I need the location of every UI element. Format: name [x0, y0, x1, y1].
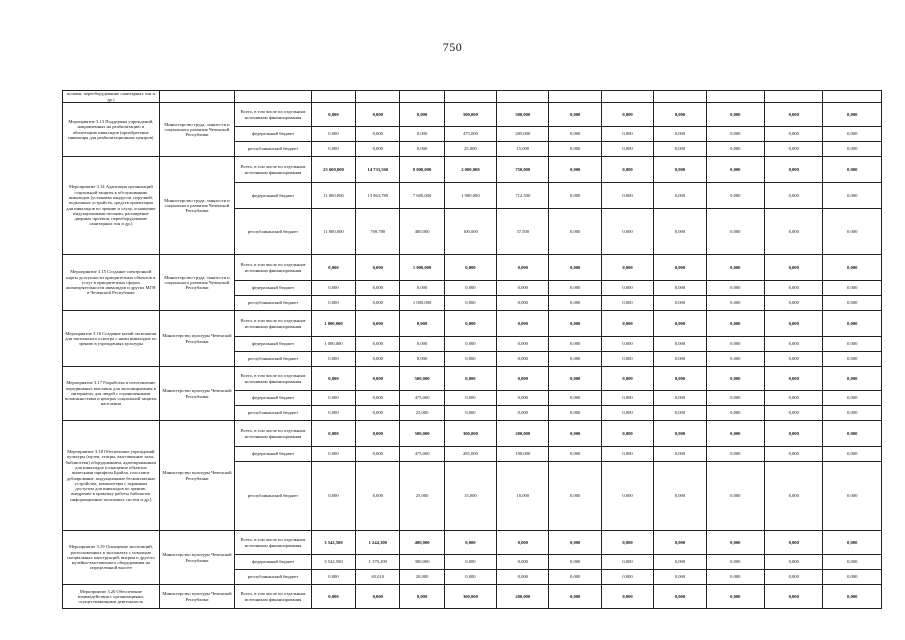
amount-cell: 0,000 [400, 352, 444, 367]
executor-cell: Министерство культуры Чеченской Республики [159, 531, 235, 585]
amount-cell: 0,000 [549, 447, 601, 462]
amount-cell: 10,000 [497, 462, 549, 531]
amount-cell: 0,000 [765, 281, 823, 296]
amount-cell: 0,000 [706, 157, 764, 183]
amount-cell: 500,000 [400, 421, 444, 447]
amount-cell: 0,000 [311, 406, 355, 421]
amount-cell: 0,000 [549, 570, 601, 585]
amount-cell: 0,000 [444, 391, 496, 406]
amount-cell: 0,000 [601, 281, 653, 296]
amount-cell: 0,000 [765, 157, 823, 183]
event-cell: Мероприятие 3.13 Поддержка учреждений, направленных на реабилитацию и абилитацию инвалидов (приобретение инвентаря для реабилитационных центров) [63, 103, 160, 157]
event-cell: Мероприятие 3.19 Оснащение экспозиций, расположенных в экспонатах с помощью специальных конструкций, витрин и другого музейно-выставочного оборудования на определенной высоте [63, 531, 160, 585]
amount-cell: 0,000 [706, 555, 764, 570]
amount-cell: 0,000 [601, 157, 653, 183]
amount-cell: 0,000 [400, 585, 444, 609]
amount-cell: 0,000 [706, 585, 764, 609]
amount-cell: 0,000 [823, 127, 882, 142]
amount-cell: 0,000 [356, 447, 400, 462]
event-cell: Мероприятие 3.20 Обеспечение взаимодействия с организациями, осуществляющими деятельность [63, 585, 160, 609]
amount-cell: 0,000 [765, 555, 823, 570]
amount-cell: 0,000 [549, 281, 601, 296]
amount-cell: 0,000 [765, 570, 823, 585]
amount-cell: 285,000 [444, 447, 496, 462]
amount-cell: 0,000 [400, 311, 444, 337]
funding-source-cell: Всего, в том числе по отдельным источникам финансирования [235, 255, 312, 281]
amount-cell: 300,000 [444, 585, 496, 609]
amount-cell: 0,000 [601, 183, 653, 209]
amount-cell: 0,000 [601, 570, 653, 585]
amount-cell: 0,000 [549, 406, 601, 421]
table-row [63, 367, 882, 391]
amount-cell: 0,000 [549, 337, 601, 352]
amount-cell: 0,000 [356, 337, 400, 352]
amount-cell: 0,000 [497, 531, 549, 555]
event-cell: Мероприятие 3.18 Обеспечение учреждений культуры (музеи, театры, выставочные залы, библиотеки) оборудованием, адаптированным для инвалидов (оснащение объектов вывесками шрифтом Брайля, голосовое дублирование, индукционные бесконтактные устройства, компьютеры с экранным доступом для инвалидов по зрению, внедрение в практику работы библиотек информационно-поисковых систем и др.) [63, 421, 160, 531]
amount-cell: 0,000 [765, 367, 823, 391]
amount-cell: 0,000 [497, 352, 549, 367]
amount-cell: 15,000 [497, 142, 549, 157]
event-cell: Мероприятие 3.15 Создание электронной карты доступности приоритетных объектов и услуг в приоритетных сферах жизнедеятельности инвалидов и других МГН в Чеченской Республике [63, 255, 160, 311]
executor-cell [159, 91, 235, 103]
amount-cell: 1 000,000 [311, 337, 355, 352]
amount-cell: 0,000 [497, 337, 549, 352]
amount-cell: 0,000 [444, 296, 496, 311]
amount-cell: 0,000 [706, 296, 764, 311]
amount-cell: 0,000 [765, 142, 823, 157]
amount-cell: 0,000 [311, 570, 355, 585]
funding-source-cell: республиканский бюджет [235, 570, 312, 585]
amount-cell: 0,000 [823, 296, 882, 311]
amount-cell: 0,000 [311, 447, 355, 462]
amount-cell: 0,000 [765, 391, 823, 406]
amount-cell: 0,000 [549, 531, 601, 555]
amount-cell: 0,000 [497, 367, 549, 391]
amount-cell: 0,000 [549, 585, 601, 609]
amount-cell: 0,000 [549, 103, 601, 127]
table-row [63, 255, 882, 281]
amount-cell: 0,000 [654, 531, 706, 555]
amount-cell: 0,000 [823, 311, 882, 337]
amount-cell: 0,000 [497, 570, 549, 585]
amount-cell: 0,000 [706, 570, 764, 585]
amount-cell: 0,000 [549, 462, 601, 531]
amount-cell: 0,000 [400, 337, 444, 352]
amount-cell: 0,000 [497, 296, 549, 311]
amount-cell: 0,000 [549, 296, 601, 311]
amount-cell: 0,000 [549, 421, 601, 447]
page-number: 750 [442, 40, 463, 54]
amount-cell: 0,000 [356, 462, 400, 531]
executor-cell: Министерство культуры Чеченской Республики [159, 367, 235, 421]
funding-source-cell: федеральный бюджет [235, 447, 312, 462]
amount-cell: 0,000 [497, 406, 549, 421]
executor-cell: Министерство культуры Чеченской Республики [159, 585, 235, 609]
amount-cell: 1 244,300 [356, 531, 400, 555]
amount-cell: 0,000 [654, 352, 706, 367]
amount-cell: 0,000 [356, 421, 400, 447]
amount-cell: 712,500 [497, 183, 549, 209]
amount-cell: 0,000 [706, 281, 764, 296]
amount-cell: 0,000 [654, 367, 706, 391]
funding-source-cell: Всего, в том числе по отдельным источникам финансирования [235, 103, 312, 127]
executor-cell: Министерство труда, занятости и социального развития Чеченской Республики [159, 157, 235, 255]
table-row [63, 103, 882, 127]
amount-cell: 0,000 [400, 103, 444, 127]
amount-cell: 0,000 [765, 296, 823, 311]
amount-cell: 1 000,000 [311, 311, 355, 337]
amount-cell: 0,000 [601, 367, 653, 391]
table-row [63, 531, 882, 555]
amount-cell: 475,000 [444, 127, 496, 142]
amount-cell: 0,000 [549, 352, 601, 367]
amount-cell: 0,000 [654, 255, 706, 281]
amount-cell: 0,000 [765, 255, 823, 281]
amount-cell: 0,000 [706, 391, 764, 406]
amount-cell: 0,000 [654, 183, 706, 209]
amount-cell: 0,000 [444, 531, 496, 555]
amount-cell: 0,000 [497, 255, 549, 281]
amount-cell: 0,000 [654, 462, 706, 531]
amount-cell: 0,000 [823, 255, 882, 281]
amount-cell: 0,000 [601, 209, 653, 255]
amount-cell: 200,000 [497, 585, 549, 609]
amount-cell: 25,000 [400, 406, 444, 421]
amount-cell: 0,000 [601, 406, 653, 421]
amount-cell: 0,000 [601, 531, 653, 555]
source-cell [235, 91, 312, 103]
amount-cell: 0,000 [706, 367, 764, 391]
amount-cell: 23 600,000 [311, 157, 355, 183]
amount-cell: 0,000 [654, 209, 706, 255]
amount-cell: 0,000 [765, 462, 823, 531]
amount-cell: 0,000 [823, 103, 882, 127]
amount-cell: 0,000 [356, 367, 400, 391]
table-row [63, 421, 882, 447]
amount-cell: 20,000 [400, 570, 444, 585]
funding-source-cell: республиканский бюджет [235, 209, 312, 255]
funding-source-cell: федеральный бюджет [235, 391, 312, 406]
event-cell: Мероприятие 3.16 Создание копий экспонатов для тактильного осмотра с ними инвалидов по зрению в учреждениях культуры [63, 311, 160, 367]
funding-source-cell: республиканский бюджет [235, 142, 312, 157]
event-cell: Мероприятие 3.17 Разработка и изготовление передвижных выставок для экспонирования в интернатах для людей с ограниченными возможностями и центрах социальной защиты населения [63, 367, 160, 421]
funding-source-cell: федеральный бюджет [235, 127, 312, 142]
amount-cell: 0,000 [654, 447, 706, 462]
amount-cell: 0,000 [765, 311, 823, 337]
amount-cell: 0,000 [706, 127, 764, 142]
budget-table [62, 90, 882, 609]
amount-cell: 0,000 [497, 311, 549, 337]
amount-cell: 0,000 [601, 337, 653, 352]
amount-cell: 0,000 [356, 103, 400, 127]
amount-cell: 0,000 [654, 296, 706, 311]
amount-cell: 0,000 [311, 142, 355, 157]
funding-source-cell: федеральный бюджет [235, 337, 312, 352]
amount-cell: 0,000 [601, 311, 653, 337]
funding-source-cell: республиканский бюджет [235, 462, 312, 531]
amount-cell: 25,000 [444, 142, 496, 157]
executor-cell: Министерство культуры Чеченской Республики [159, 311, 235, 367]
amount-cell: 0,000 [765, 421, 823, 447]
amount-cell: 0,000 [823, 555, 882, 570]
amount-cell: 0,000 [601, 421, 653, 447]
amount-cell: 0,000 [549, 555, 601, 570]
amount-cell: 0,000 [765, 337, 823, 352]
amount-cell: 475,000 [400, 391, 444, 406]
amount-cell: 0,000 [765, 209, 823, 255]
amount-cell: 0,000 [654, 421, 706, 447]
amount-cell: 0,000 [654, 585, 706, 609]
amount-cell: 1 000,000 [400, 255, 444, 281]
amount-cell: 300,000 [497, 103, 549, 127]
amount-cell: 14 733,560 [356, 157, 400, 183]
amount-cell: 0,000 [549, 157, 601, 183]
amount-cell: 0,000 [823, 421, 882, 447]
amount-cell: 0,000 [823, 462, 882, 531]
amount-cell: 0,000 [654, 570, 706, 585]
amount-cell: 0,000 [765, 352, 823, 367]
amount-cell: 475,000 [400, 447, 444, 462]
amount-cell: 750,000 [497, 157, 549, 183]
amount-cell: 0,000 [311, 391, 355, 406]
amount-cell: 0,000 [823, 570, 882, 585]
amount-cell: 100,000 [444, 209, 496, 255]
amount-cell: 0,000 [311, 585, 355, 609]
amount-cell: 0,000 [706, 142, 764, 157]
amount-cell: 0,000 [356, 127, 400, 142]
amount-cell: 0,000 [444, 555, 496, 570]
amount-cell: 0,000 [444, 570, 496, 585]
amount-cell: 0,000 [356, 255, 400, 281]
amount-cell: 0,000 [654, 103, 706, 127]
amount-cell: 0,000 [823, 157, 882, 183]
amount-cell: 0,000 [765, 103, 823, 127]
amount-cell: 0,000 [823, 281, 882, 296]
amount-cell: 3 542,500 [311, 531, 355, 555]
funding-source-cell: федеральный бюджет [235, 183, 312, 209]
amount-cell: 0,000 [311, 281, 355, 296]
amount-cell: 0,000 [311, 103, 355, 127]
amount-cell: 15,000 [444, 462, 496, 531]
event-cell: полами, переоборудование санитарных зон и др.) [63, 91, 160, 103]
amount-cell: 500,000 [400, 367, 444, 391]
amount-cell: 0,000 [549, 183, 601, 209]
amount-cell: 1 900,000 [444, 183, 496, 209]
amount-cell: 0,000 [444, 281, 496, 296]
amount-cell: 0,000 [549, 391, 601, 406]
funding-source-cell: Всего, в том числе по отдельным источникам финансирования [235, 531, 312, 555]
amount-cell: 0,000 [823, 367, 882, 391]
amount-cell: 0,000 [823, 585, 882, 609]
amount-cell: 0,000 [497, 281, 549, 296]
table-row [63, 585, 882, 609]
amount-cell: 0,000 [601, 447, 653, 462]
amount-cell: 0,000 [706, 447, 764, 462]
amount-cell: 500,000 [444, 103, 496, 127]
amount-cell: 0,000 [706, 311, 764, 337]
amount-cell: 1 179,290 [356, 555, 400, 570]
amount-cell: 769,780 [356, 209, 400, 255]
amount-cell: 380,000 [400, 555, 444, 570]
amount-cell: 0,000 [549, 367, 601, 391]
amount-cell: 0,000 [601, 142, 653, 157]
amount-cell: 0,000 [706, 337, 764, 352]
amount-cell: 0,000 [654, 391, 706, 406]
amount-cell: 1 000,000 [400, 296, 444, 311]
amount-cell: 0,000 [823, 352, 882, 367]
funding-source-cell: Всего, в том числе по отдельным источникам финансирования [235, 367, 312, 391]
amount-cell: 0,000 [601, 127, 653, 142]
amount-cell: 8 000,000 [400, 157, 444, 183]
amount-cell: 0,000 [356, 311, 400, 337]
amount-cell: 400,000 [400, 209, 444, 255]
amount-cell: 0,000 [765, 447, 823, 462]
amount-cell: 11 800,000 [311, 183, 355, 209]
amount-cell: 0,000 [356, 391, 400, 406]
table-row [63, 311, 882, 337]
funding-source-cell: федеральный бюджет [235, 555, 312, 570]
amount-cell: 0,000 [601, 352, 653, 367]
amount-cell: 0,000 [823, 337, 882, 352]
amount-cell: 0,000 [706, 103, 764, 127]
funding-source-cell: республиканский бюджет [235, 352, 312, 367]
amount-cell: 0,000 [400, 281, 444, 296]
amount-cell: 0,000 [654, 157, 706, 183]
amount-cell: 37,500 [497, 209, 549, 255]
funding-source-cell: Всего, в том числе по отдельным источникам финансирования [235, 311, 312, 337]
amount-cell: 0,000 [444, 255, 496, 281]
amount-cell: 0,000 [823, 209, 882, 255]
amount-cell: 200,000 [497, 421, 549, 447]
amount-cell: 0,000 [356, 406, 400, 421]
amount-cell: 0,000 [601, 555, 653, 570]
event-cell: Мероприятие 3.14 Адаптация организаций социальной защиты к обслуживанию инвалидов (установка пандусов, поручней, подъемных устройств, средств ориентации для инвалидов по зрению и слуху, оснащение индукционными петлями, расширение дверных проемов, переоборудование санитарных зон и др.) [63, 157, 160, 255]
amount-cell: 0,000 [765, 531, 823, 555]
amount-cell: 0,000 [706, 531, 764, 555]
amount-cell: 0,000 [654, 127, 706, 142]
amount-cell: 0,000 [356, 142, 400, 157]
amount-cell: 0,000 [765, 183, 823, 209]
amount-cell: 0,000 [706, 209, 764, 255]
amount-cell: 0,000 [654, 406, 706, 421]
funding-source-cell: республиканский бюджет [235, 406, 312, 421]
amount-cell: 0,000 [601, 255, 653, 281]
funding-source-cell: Всего, в том числе по отдельным источникам финансирования [235, 421, 312, 447]
amount-cell: 0,000 [497, 555, 549, 570]
funding-source-cell: Всего, в том числе по отдельным источникам финансирования [235, 585, 312, 609]
amount-cell: 0,000 [706, 421, 764, 447]
amount-cell: 7 600,000 [400, 183, 444, 209]
amount-cell: 0,000 [601, 585, 653, 609]
amount-cell: 0,000 [311, 127, 355, 142]
amount-cell: 285,000 [497, 127, 549, 142]
amount-cell: 0,000 [444, 367, 496, 391]
amount-cell: 0,000 [444, 406, 496, 421]
amount-cell: 0,000 [311, 352, 355, 367]
amount-cell: 25,000 [400, 462, 444, 531]
amount-cell: 0,000 [654, 281, 706, 296]
amount-cell: 0,000 [549, 127, 601, 142]
amount-cell: 0,000 [706, 352, 764, 367]
amount-cell: 0,000 [706, 406, 764, 421]
amount-cell: 0,000 [549, 142, 601, 157]
executor-cell: Министерство труда, занятости и социального развития Чеченской Республики [159, 255, 235, 311]
amount-cell: 0,000 [706, 183, 764, 209]
amount-cell: 0,000 [311, 255, 355, 281]
amount-cell: 0,000 [654, 142, 706, 157]
amount-cell: 0,000 [765, 127, 823, 142]
amount-cell: 0,000 [601, 462, 653, 531]
funding-source-cell: республиканский бюджет [235, 296, 312, 311]
amount-cell: 0,000 [765, 585, 823, 609]
amount-cell: 0,000 [444, 337, 496, 352]
amount-cell: 11 800,000 [311, 209, 355, 255]
executor-cell: Министерство труда, занятости и социального развития Чеченской Республики [159, 103, 235, 157]
amount-cell: 0,000 [444, 352, 496, 367]
amount-cell: 0,000 [311, 421, 355, 447]
amount-cell: 0,000 [654, 311, 706, 337]
amount-cell: 0,000 [497, 391, 549, 406]
amount-cell: 400,000 [400, 531, 444, 555]
amount-cell: 190,000 [497, 447, 549, 462]
amount-cell: 0,000 [823, 406, 882, 421]
amount-cell: 0,000 [823, 183, 882, 209]
amount-cell: 0,000 [311, 296, 355, 311]
amount-cell: 0,000 [601, 103, 653, 127]
amount-cell: 0,000 [601, 391, 653, 406]
amount-cell: 2 000,000 [444, 157, 496, 183]
amount-cell: 0,000 [444, 311, 496, 337]
amount-cell: 0,000 [654, 555, 706, 570]
amount-cell: 0,000 [765, 406, 823, 421]
amount-cell: 0,000 [823, 531, 882, 555]
amount-cell: 3 542,500 [311, 555, 355, 570]
amount-cell: 0,000 [356, 281, 400, 296]
amount-cell: 0,000 [601, 296, 653, 311]
amount-cell: 0,000 [356, 585, 400, 609]
executor-cell: Министерство культуры Чеченской Республики [159, 421, 235, 531]
amount-cell: 0,000 [549, 209, 601, 255]
amount-cell: 0,000 [311, 367, 355, 391]
funding-source-cell: Всего, в том числе по отдельным источникам финансирования [235, 157, 312, 183]
amount-cell: 13 963,780 [356, 183, 400, 209]
amount-cell: 0,000 [400, 127, 444, 142]
amount-cell: 0,000 [549, 255, 601, 281]
amount-cell: 0,000 [400, 142, 444, 157]
amount-cell: 0,000 [356, 352, 400, 367]
amount-cell: 300,000 [444, 421, 496, 447]
amount-cell: 0,000 [706, 462, 764, 531]
continuation-row [63, 91, 882, 103]
amount-cell: 0,000 [823, 447, 882, 462]
amount-cell: 0,000 [706, 255, 764, 281]
amount-cell: 0,000 [549, 311, 601, 337]
amount-cell: 0,000 [654, 337, 706, 352]
amount-cell: 0,000 [823, 142, 882, 157]
table-row [63, 157, 882, 183]
amount-cell: 0,000 [311, 462, 355, 531]
funding-source-cell: федеральный бюджет [235, 281, 312, 296]
amount-cell: 65,010 [356, 570, 400, 585]
amount-cell: 0,000 [356, 296, 400, 311]
amount-cell: 0,000 [823, 391, 882, 406]
